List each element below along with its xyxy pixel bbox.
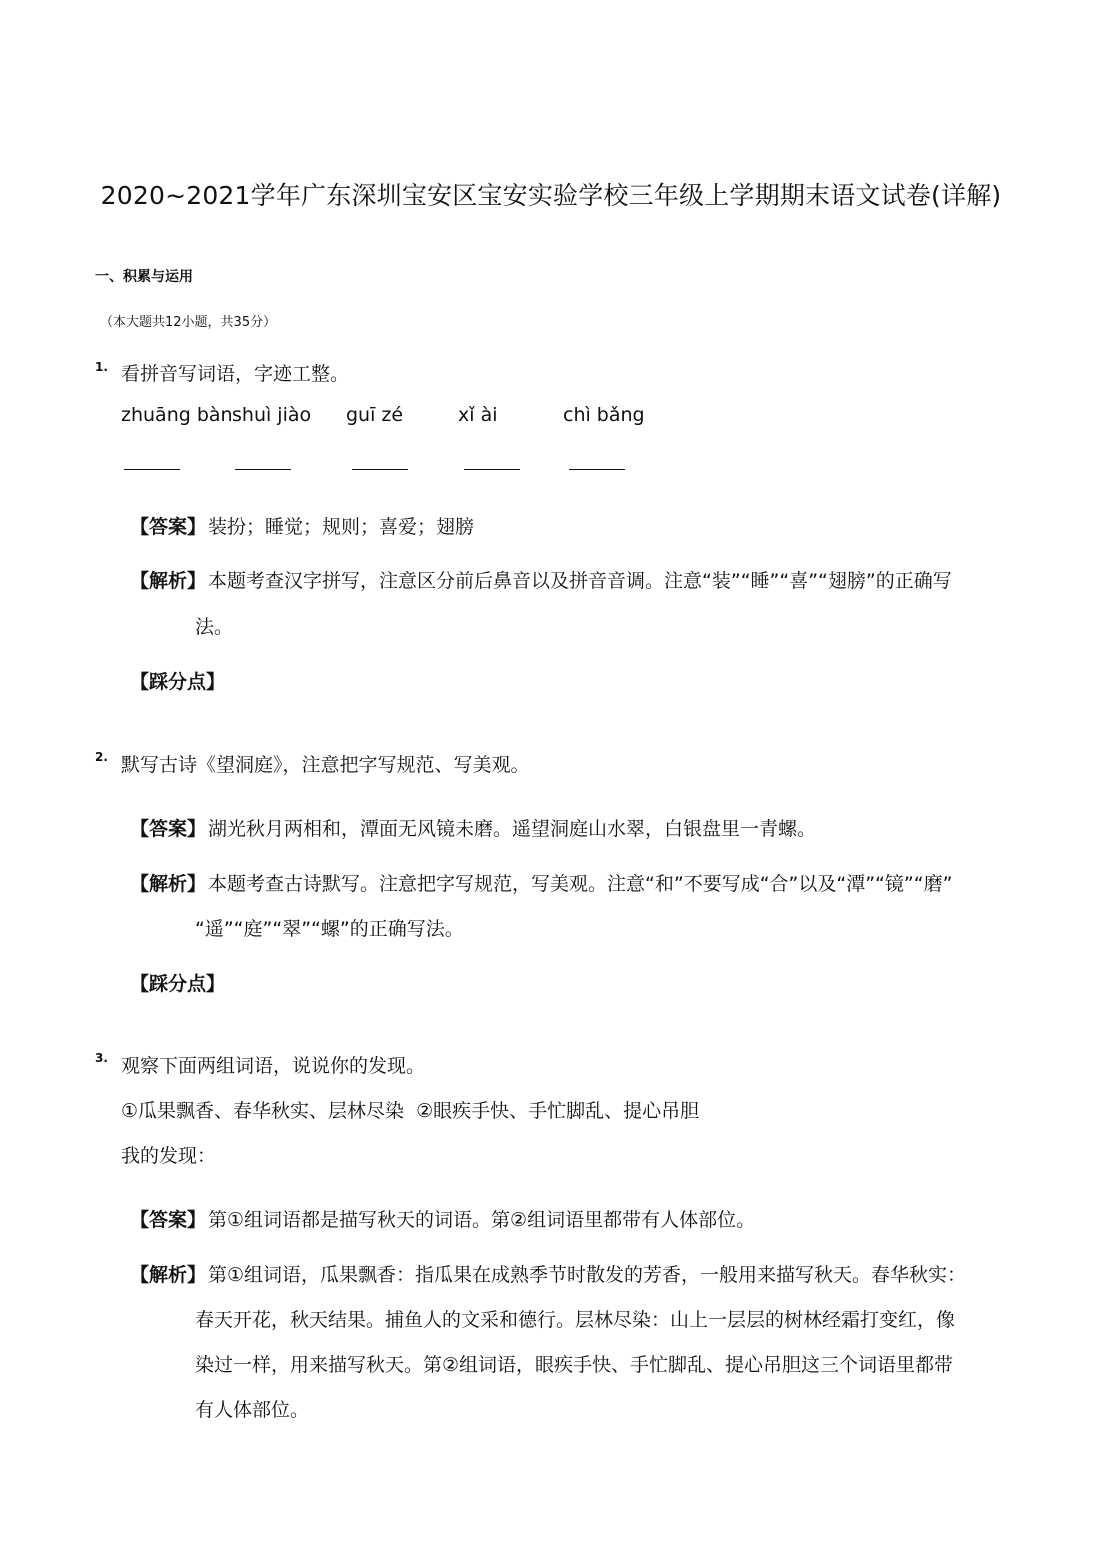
answer-blank xyxy=(352,469,408,470)
answer-label: 【答案】 xyxy=(130,516,207,538)
analysis-label: 【解析】 xyxy=(130,873,207,895)
analysis-line: 春天开花，秋天结果。捕鱼人的文采和德行。层林尽染：山上一层层的树林经霜打变红，像 xyxy=(195,1309,956,1331)
analysis-line: 本题考查古诗默写。注意把字写规范，写美观。注意“和”不要写成“合”以及“潭”“镜”“磨” xyxy=(208,873,953,895)
question-number: 3. xyxy=(95,1051,108,1065)
analysis-line: “遥”“庭”“翠”“螺”的正确写法。 xyxy=(195,918,464,940)
scoring-points-label: 【踩分点】 xyxy=(130,671,226,693)
question-prompt: 观察下面两组词语，说说你的发现。 xyxy=(121,1055,426,1077)
answer-label: 【答案】 xyxy=(130,818,207,840)
question-number: 2. xyxy=(95,750,108,764)
analysis-label: 【解析】 xyxy=(130,570,207,592)
document-title: 2020~2021学年广东深圳宝安区宝安实验学校三年级上学期期末语文试卷(详解) xyxy=(100,181,1002,210)
pinyin-item: xǐ ài xyxy=(458,404,498,426)
my-discovery-label: 我的发现： xyxy=(121,1145,217,1167)
analysis-line: 有人体部位。 xyxy=(195,1399,310,1421)
pinyin-item: guī zé xyxy=(346,404,404,426)
word-groups: ①瓜果飘香、春华秋实、层林尽染 ②眼疾手快、手忙脚乱、提心吊胆 xyxy=(121,1100,700,1122)
pinyin-item: shuì jiào xyxy=(232,404,312,426)
answer-text: 装扮；睡觉；规则；喜爱；翅膀 xyxy=(208,516,475,538)
section-heading: 一、积累与运用 xyxy=(95,269,193,285)
question-prompt: 默写古诗《望洞庭》，注意把字写规范、写美观。 xyxy=(121,754,530,776)
pinyin-item: chì bǎng xyxy=(563,404,645,426)
scoring-points-label: 【踩分点】 xyxy=(130,973,226,995)
answer-blank xyxy=(124,469,180,470)
analysis-line: 第①组词语，瓜果飘香：指瓜果在成熟季节时散发的芳香，一般用来描写秋天。春华秋实： xyxy=(208,1264,967,1286)
question-number: 1. xyxy=(95,360,108,374)
answer-text: 湖光秋月两相和，潭面无风镜未磨。遥望洞庭山水翠，白银盘里一青螺。 xyxy=(208,818,817,840)
analysis-line: 本题考查汉字拼写，注意区分前后鼻音以及拼音音调。注意“装”“睡”“喜”“翅膀”的正确写 xyxy=(208,570,952,592)
answer-blank xyxy=(464,469,520,470)
question-prompt: 看拼音写词语，字迹工整。 xyxy=(121,363,350,385)
answer-label: 【答案】 xyxy=(130,1209,207,1231)
section-note: （本大题共12小题，共35分） xyxy=(100,315,277,330)
answer-text: 第①组词语都是描写秋天的词语。第②组词语里都带有人体部位。 xyxy=(208,1209,756,1231)
analysis-label: 【解析】 xyxy=(130,1264,207,1286)
analysis-line: 染过一样，用来描写秋天。第②组词语，眼疾手快、手忙脚乱、提心吊胆这三个词语里都带 xyxy=(195,1354,954,1376)
analysis-line: 法。 xyxy=(195,616,234,638)
pinyin-item: zhuāng bàn xyxy=(121,404,233,426)
answer-blank xyxy=(569,469,625,470)
answer-blank xyxy=(235,469,291,470)
